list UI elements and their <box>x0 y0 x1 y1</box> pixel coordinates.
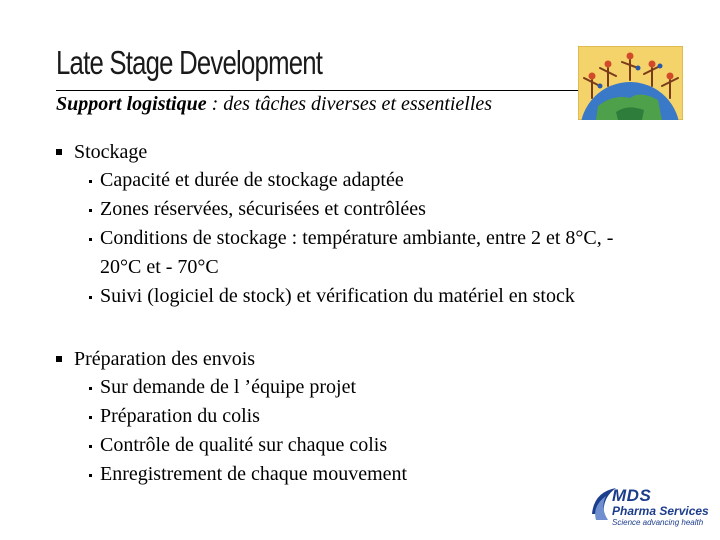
list-item-text: Conditions de stockage : température ambiante, entre 2 et 8°C, - <box>100 227 614 249</box>
bullet-heading: Préparation des envois <box>74 348 256 370</box>
dot-bullet-icon <box>89 387 92 390</box>
bullet-stockage <box>56 138 656 166</box>
list-item <box>56 373 656 402</box>
list-item <box>56 402 656 431</box>
list-item-text: Contrôle de qualité sur chaque colis <box>100 434 388 456</box>
bullet-heading: Stockage <box>74 141 148 163</box>
list-item <box>56 282 656 311</box>
list-item <box>56 460 656 489</box>
list-item-text: Préparation du colis <box>100 405 260 427</box>
dot-bullet-icon <box>89 474 92 477</box>
bullet-list <box>56 138 656 489</box>
dot-bullet-icon <box>89 209 92 212</box>
globe-people-icon <box>578 46 683 120</box>
slide-subtitle <box>56 93 492 116</box>
list-item-text: Suivi (logiciel de stock) et vérification du matériel en stock <box>100 285 575 307</box>
list-item <box>56 224 656 282</box>
bullet-preparation <box>56 345 656 373</box>
logo-tagline: Science advancing health <box>612 518 704 527</box>
list-item-text: Capacité et durée de stockage adaptée <box>100 169 404 191</box>
dot-bullet-icon <box>89 238 92 241</box>
logo-brand: MDS <box>612 486 652 505</box>
dot-bullet-icon <box>89 445 92 448</box>
list-item <box>56 166 656 195</box>
dot-bullet-icon <box>89 296 92 299</box>
square-bullet-icon <box>56 149 62 155</box>
square-bullet-icon <box>56 356 62 362</box>
list-item-text: Sur demande de l ’équipe projet <box>100 376 357 398</box>
list-item <box>56 431 656 460</box>
list-item-text-cont: 20°C et - 70°C <box>100 256 219 278</box>
list-item <box>56 195 656 224</box>
logo-name: Pharma Services <box>612 504 709 518</box>
slide-title: Late Stage Development <box>56 44 323 81</box>
mds-logo <box>612 488 709 528</box>
dot-bullet-icon <box>89 416 92 419</box>
dot-bullet-icon <box>89 180 92 183</box>
subtitle-rest: : des tâches diverses et essentielles <box>206 93 493 115</box>
list-item-text: Enregistrement de chaque mouvement <box>100 463 408 485</box>
title-divider <box>56 90 586 91</box>
list-item-text: Zones réservées, sécurisées et contrôlées <box>100 198 426 220</box>
subtitle-bold: Support logistique <box>56 93 207 115</box>
